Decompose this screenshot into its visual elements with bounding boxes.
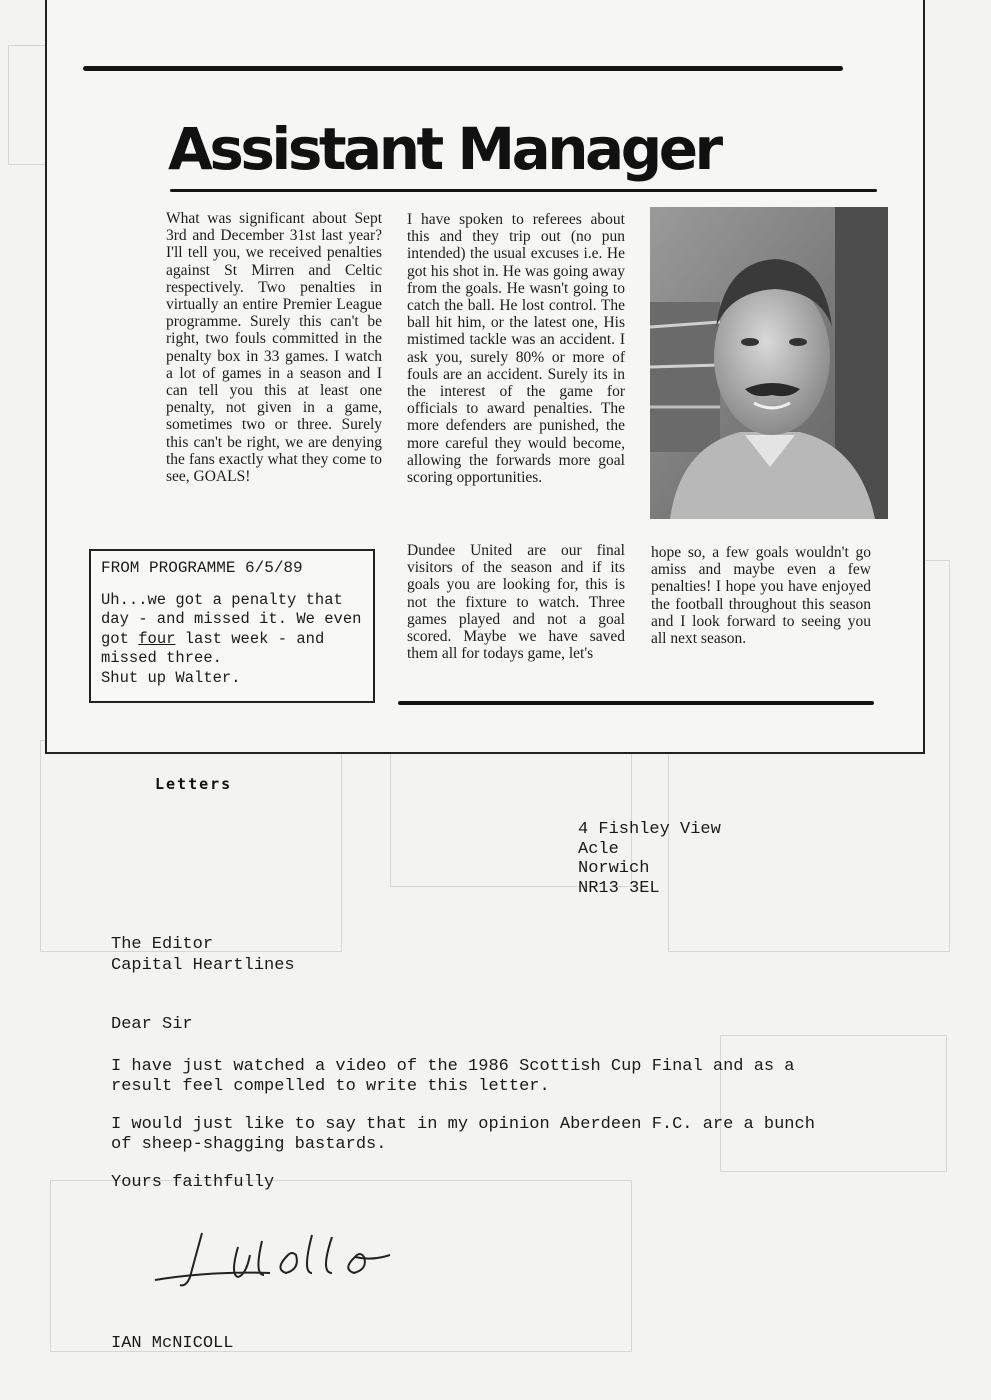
closing: Yours faithfully bbox=[111, 1173, 275, 1192]
letter-paragraph-2: I would just like to say that in my opinion Aberdeen F.C. are a bunch of sheep-shagging bastards. bbox=[111, 1115, 815, 1154]
portrait-image bbox=[650, 207, 888, 519]
address-line: Acle bbox=[578, 840, 619, 859]
article-column-2-top: I have spoken to referees about this and they trip out (no pun intended) the usual excuses i.e. He got his shot in. He was going away from the goals. He wasn't going to catch the ball. He lost control. The ball hit him, or the latest one, His mistimed tackle was an accident. I ask you, surely 80% or more of fouls are an accident. Surely its in the interest of the game for officials to award penalties. The more defenders are punished, the more careful they would become, allowing the forwards more goal scoring opportunities. bbox=[407, 211, 625, 487]
salutation: Dear Sir bbox=[111, 1015, 193, 1034]
letter-paragraph-1: I have just watched a video of the 1986 Scottish Cup Final and as a result feel compelled to write this letter. bbox=[111, 1057, 795, 1096]
address-line: 4 Fishley View bbox=[578, 820, 721, 839]
signatory-name: IAN McNICOLL bbox=[111, 1334, 234, 1353]
article-column-2-bottom: Dundee United are our final visitors of the season and if its goals you are looking for, this is not the fixture to watch. Three games played and not a goal scored. Maybe we have saved them all for todays game, let's bbox=[407, 542, 625, 663]
recipient-line: Capital Heartlines bbox=[111, 956, 295, 975]
programme-line-2: last week - and missed three. bbox=[101, 629, 325, 667]
programme-line-1: Uh...we got a penalty that day - and missed it. We even got bbox=[101, 590, 362, 648]
handwritten-signature bbox=[150, 1225, 410, 1300]
article-column-1: What was significant about Sept 3rd and December 31st last year? I'll tell you, we received penalties against St Mirren and Celtic respectively. Two penalties in virtually an entire Premier League programme. Surely this can't be right, two fouls committed in the penalty box in 33 games. I watch a lot of games in a season and I can tell you this at least one penalty, not given in a game, sometimes two or three. Surely this can't be right, we are denying the fans exactly what they come to see, GOALS! bbox=[166, 210, 382, 486]
programme-underlined-word: four bbox=[138, 629, 176, 648]
programme-box-heading: FROM PROGRAMME 6/5/89 bbox=[101, 559, 303, 577]
assistant-manager-photo bbox=[650, 207, 888, 519]
recipient-line: The Editor bbox=[111, 935, 214, 954]
top-rule bbox=[83, 66, 843, 71]
address-line: NR13 3EL bbox=[578, 879, 660, 898]
programme-line-3: Shut up Walter. bbox=[101, 668, 241, 687]
letters-heading: Letters bbox=[155, 775, 233, 793]
column-end-rule bbox=[398, 701, 874, 705]
article-title: Assistant Manager bbox=[168, 115, 720, 183]
bleedthrough-panel bbox=[40, 740, 342, 952]
programme-box-text bbox=[101, 591, 363, 669]
article-column-3: hope so, a few goals wouldn't go amiss and maybe even a few penalties! I hope you have enjoyed the football throughout this season and I look forward to seeing you all next season. bbox=[651, 544, 871, 648]
programme-quote-box bbox=[89, 549, 375, 703]
title-underline bbox=[170, 189, 877, 192]
address-line: Norwich bbox=[578, 859, 650, 878]
